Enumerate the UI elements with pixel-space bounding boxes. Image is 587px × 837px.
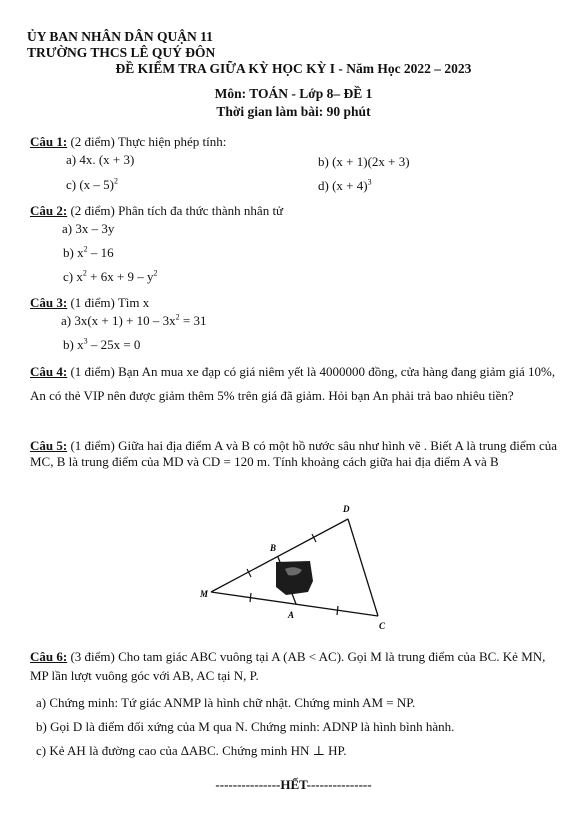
question-4 (30, 360, 557, 408)
subject-line: Môn: TOÁN - Lớp 8– ĐỀ 1 (214, 86, 373, 101)
school-name: TRƯỜNG THCS LÊ QUÝ ĐÔN (27, 45, 216, 60)
question-3-intro: (1 điểm) Tìm x (70, 295, 150, 310)
lake-shape (276, 561, 313, 595)
question-1-label: Câu 1: (30, 134, 68, 149)
question-3-b: b) $x^3 - 25x = 0$ (63, 336, 141, 352)
question-1-d: d) $(x + 4)^3$ (318, 177, 372, 193)
question-1-c: c) (x – 5)$^2$ (66, 176, 119, 192)
question-5 (30, 438, 560, 470)
question-6-a: a) Chứng minh: Tứ giác ANMP là hình chữ nhật. Chứng minh AM = NP. (36, 695, 416, 710)
segment-dc (348, 519, 378, 616)
lake-figure (190, 495, 410, 640)
question-3-a: a) $3x(x + 1) + 10 - 3x^2 = 31$ (61, 312, 207, 328)
question-2-a: a) 3x – 3y (62, 221, 115, 236)
point-d-label: D (343, 504, 350, 514)
question-5-text: (1 điểm) Giữa hai địa điểm A và B có một hồ nước sâu như hình vẽ . Biết A là trung điểm của MC, B là trung điểm của MD và CD = 120 m. Tính khoảng cách giữa hai địa điểm A và B (30, 438, 557, 469)
segment-mc (211, 592, 378, 616)
question-2-c: c) $x^2 + 6x + 9 - y^2$ (63, 268, 158, 284)
question-5-label: Câu 5: (30, 438, 68, 453)
question-1-intro: (2 điểm) Thực hiện phép tính: (70, 134, 227, 149)
question-1-a: a) 4x. (x + 3) (66, 152, 135, 167)
question-2-intro: (2 điểm) Phân tích đa thức thành nhân tử (70, 203, 284, 218)
point-b-label: B (270, 543, 277, 553)
duration-line: Thời gian làm bài: 90 phút (216, 104, 371, 119)
question-6-label: Câu 6: (30, 649, 68, 664)
question-2-b: b) $x^2 - 16$ (63, 244, 114, 260)
question-6-c: c) Kẻ AH là đường cao của ∆ABC. Chứng minh HN ⊥ HP. (36, 743, 347, 758)
question-2-heading (30, 203, 283, 219)
question-1-b: b) (x + 1)(2x + 3) (318, 154, 410, 169)
question-4-text: (1 điểm) Bạn An mua xe đạp có giá niêm yết là 4000000 đồng, cửa hàng đang giảm giá 10%, An có thẻ VIP nên được giảm thêm 5% trên giá đã giảm. Hỏi bạn An phải trả bao nhiêu tiền? (30, 364, 556, 403)
question-1-heading (30, 134, 226, 150)
question-3-label: Câu 3: (30, 295, 68, 310)
committee-name: ỦY BAN NHÂN DÂN QUẬN 11 (27, 29, 213, 44)
question-3-heading (30, 295, 149, 311)
end-marker: ---------------HẾT--------------- (215, 777, 372, 792)
question-6-intro: Câu 6: (3 điểm) Cho tam giác ABC vuông tại A (AB < AC). Gọi M là trung điểm của BC. Kẻ MN, MP lần lượt vuông góc với AB, AC tại N, P. (30, 649, 546, 683)
point-c-label: C (379, 621, 386, 631)
point-m-label: M (200, 589, 209, 599)
question-6-b: b) Gọi D là điểm đối xứng của M qua N. Chứng minh: ADNP là hình bình hành. (36, 719, 455, 734)
question-2-label: Câu 2: (30, 203, 68, 218)
question-4-label: Câu 4: (30, 364, 68, 379)
point-a-label: A (288, 610, 295, 620)
exam-title: ĐỀ KIỂM TRA GIỮA KỲ HỌC KỲ I - Năm Học 2022 – 2023 (115, 61, 472, 76)
